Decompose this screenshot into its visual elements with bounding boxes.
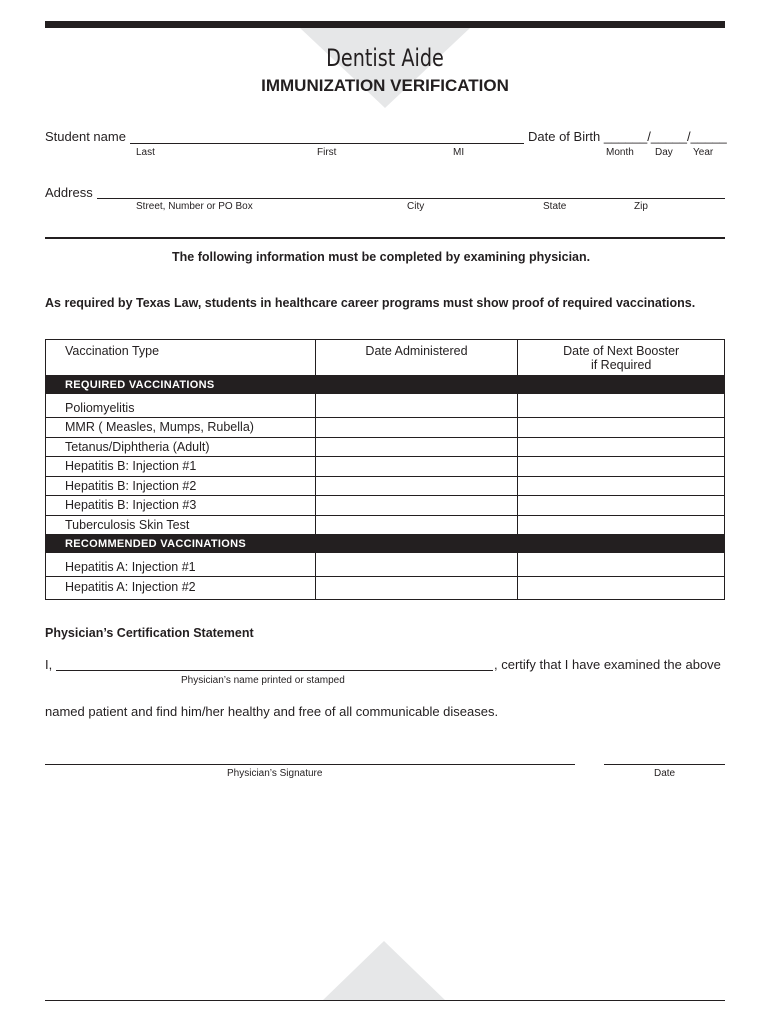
signature-caption: Physician’s Signature xyxy=(227,768,323,779)
table-row xyxy=(46,496,725,516)
table-row xyxy=(46,515,725,535)
certification-heading: Physician’s Certification Statement xyxy=(45,626,254,640)
vaccine-name: Hepatitis A: Injection #2 xyxy=(46,577,316,600)
next-booster-cell[interactable] xyxy=(518,476,725,496)
vaccination-table xyxy=(45,339,725,600)
middle-initial-caption: MI xyxy=(453,147,465,158)
date-administered-cell[interactable] xyxy=(315,437,518,457)
next-booster-cell[interactable] xyxy=(518,418,725,438)
recommended-section-header: RECOMMENDED VACCINATIONS xyxy=(46,535,316,553)
address-field[interactable] xyxy=(97,198,725,199)
vaccine-name: Hepatitis A: Injection #1 xyxy=(46,553,316,577)
date-administered-cell[interactable] xyxy=(315,457,518,477)
certification-suffix: , certify that I have examined the above xyxy=(494,657,721,672)
vaccine-name: MMR ( Measles, Mumps, Rubella) xyxy=(46,418,316,438)
date-administered-cell[interactable] xyxy=(315,577,518,600)
table-header-row xyxy=(46,340,725,376)
form-title: Dentist Aide xyxy=(326,44,444,72)
date-administered-cell[interactable] xyxy=(315,515,518,535)
physician-name-field[interactable] xyxy=(56,670,493,671)
date-administered-cell[interactable] xyxy=(315,418,518,438)
texas-law-notice: As required by Texas Law, students in healthcare career programs must show proof of required vaccinations. xyxy=(45,296,696,310)
col-vaccination-type: Vaccination Type xyxy=(46,340,316,376)
date-caption: Date xyxy=(654,768,676,779)
date-administered-cell[interactable] xyxy=(315,553,518,577)
table-row xyxy=(46,457,725,477)
zip-caption: Zip xyxy=(634,201,648,212)
col-date-administered: Date Administered xyxy=(315,340,518,376)
first-name-caption: First xyxy=(317,147,337,158)
physician-notice: The following information must be completed by examining physician. xyxy=(172,250,591,264)
vaccine-name: Hepatitis B: Injection #1 xyxy=(46,457,316,477)
table-row xyxy=(46,553,725,577)
table-row xyxy=(46,394,725,418)
vaccine-name: Poliomyelitis xyxy=(46,394,316,418)
vaccine-name: Hepatitis B: Injection #2 xyxy=(46,476,316,496)
recommended-section-row xyxy=(46,535,725,553)
date-administered-cell[interactable] xyxy=(315,476,518,496)
student-name-label: Student name xyxy=(45,129,126,144)
section-divider xyxy=(45,237,725,239)
next-booster-cell[interactable] xyxy=(518,515,725,535)
required-section-header: REQUIRED VACCINATIONS xyxy=(46,376,316,394)
next-booster-cell[interactable] xyxy=(518,394,725,418)
year-caption: Year xyxy=(693,147,714,158)
day-caption: Day xyxy=(655,147,673,158)
last-name-caption: Last xyxy=(136,147,155,158)
date-administered-cell[interactable] xyxy=(315,394,518,418)
bottom-triangle-decoration xyxy=(322,941,446,1001)
state-caption: State xyxy=(543,201,567,212)
table-row xyxy=(46,476,725,496)
city-caption: City xyxy=(407,201,425,212)
next-booster-cell[interactable] xyxy=(518,457,725,477)
required-section-row xyxy=(46,376,725,394)
vaccine-name: Hepatitis B: Injection #3 xyxy=(46,496,316,516)
next-booster-cell[interactable] xyxy=(518,496,725,516)
table-row xyxy=(46,577,725,600)
certification-prefix: I, xyxy=(45,657,53,672)
next-booster-cell[interactable] xyxy=(518,577,725,600)
next-booster-cell[interactable] xyxy=(518,437,725,457)
table-row xyxy=(46,437,725,457)
col-next-booster-line2: if Required xyxy=(590,358,652,372)
month-caption: Month xyxy=(606,147,634,158)
col-next-booster-line1: Date of Next Booster xyxy=(563,344,680,358)
vaccine-name: Tetanus/Diphtheria (Adult) xyxy=(46,437,316,457)
student-name-field[interactable] xyxy=(130,143,524,144)
next-booster-cell[interactable] xyxy=(518,553,725,577)
form-subtitle: IMMUNIZATION VERIFICATION xyxy=(261,76,509,95)
street-caption: Street, Number or PO Box xyxy=(136,201,253,212)
vaccine-name: Tuberculosis Skin Test xyxy=(46,515,316,535)
physician-name-caption: Physician’s name printed or stamped xyxy=(181,675,345,686)
bottom-rule xyxy=(45,1000,725,1001)
date-of-birth-field[interactable]: Date of Birth ______/_____/_____ xyxy=(528,129,727,144)
physician-signature-field[interactable] xyxy=(45,764,575,765)
certification-statement: named patient and find him/her healthy and free of all communicable diseases. xyxy=(45,704,499,719)
date-administered-cell[interactable] xyxy=(315,496,518,516)
address-label: Address xyxy=(45,185,93,200)
col-next-booster xyxy=(518,340,725,376)
table-row xyxy=(46,418,725,438)
top-rule xyxy=(45,21,725,28)
signature-date-field[interactable] xyxy=(604,764,725,765)
